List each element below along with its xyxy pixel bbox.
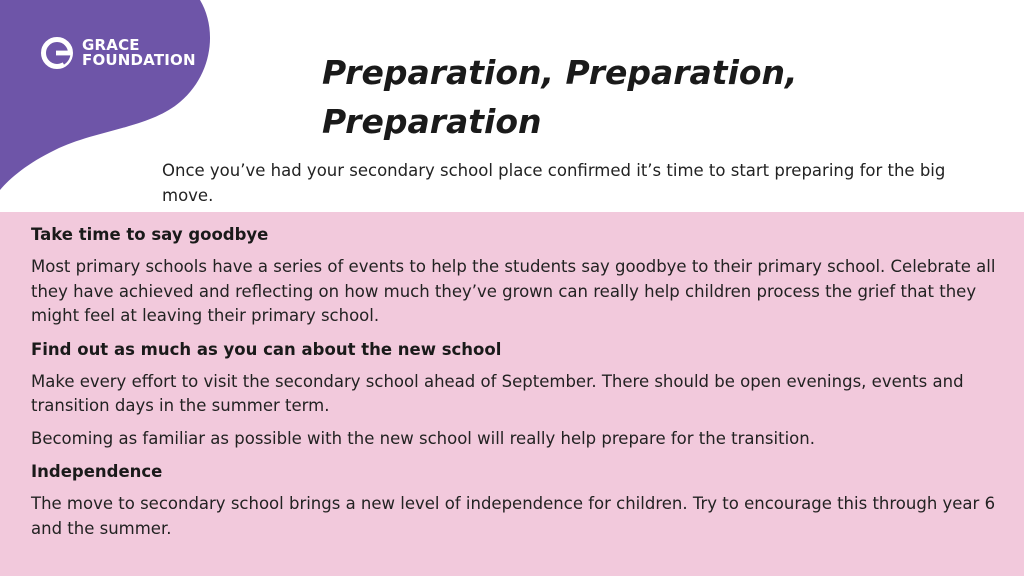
logo-wordmark-line2: FOUNDATION xyxy=(82,51,196,69)
grace-foundation-logo xyxy=(40,36,196,70)
section-paragraph-goodbye: Most primary schools have a series of events to help the students say goodbye to their primary school. Celebrate all they have achieved and reflecting on how much they’ve grown can really help children process the grief that they might feel at leaving their primary school. xyxy=(31,257,996,325)
intro-text: Once you’ve had your secondary school place confirmed it’s time to start preparing for the big move. xyxy=(162,161,946,205)
logo-wordmark-line1: GRACE xyxy=(82,36,140,54)
section-paragraph-visit: Make every effort to visit the secondary school ahead of September. There should be open evenings, events and transition days in the summer term. xyxy=(31,371,964,415)
section-heading-new-school: Find out as much as you can about the new school xyxy=(31,339,502,359)
section-heading-independence: Independence xyxy=(31,462,163,481)
grace-foundation-logo-icon xyxy=(40,36,74,70)
section-heading-goodbye: Take time to say goodbye xyxy=(31,225,269,244)
page-title: Preparation, Preparation, Preparation xyxy=(322,53,798,141)
content-panel xyxy=(0,212,1024,576)
section-paragraph-independence: The move to secondary school brings a new level of independence for children. Try to encourage this through year 6 and the summer. xyxy=(31,494,996,538)
section-paragraph-familiar: Becoming as familiar as possible with the new school will really help prepare for the transition. xyxy=(31,428,815,448)
logo-wordmark xyxy=(82,38,196,68)
